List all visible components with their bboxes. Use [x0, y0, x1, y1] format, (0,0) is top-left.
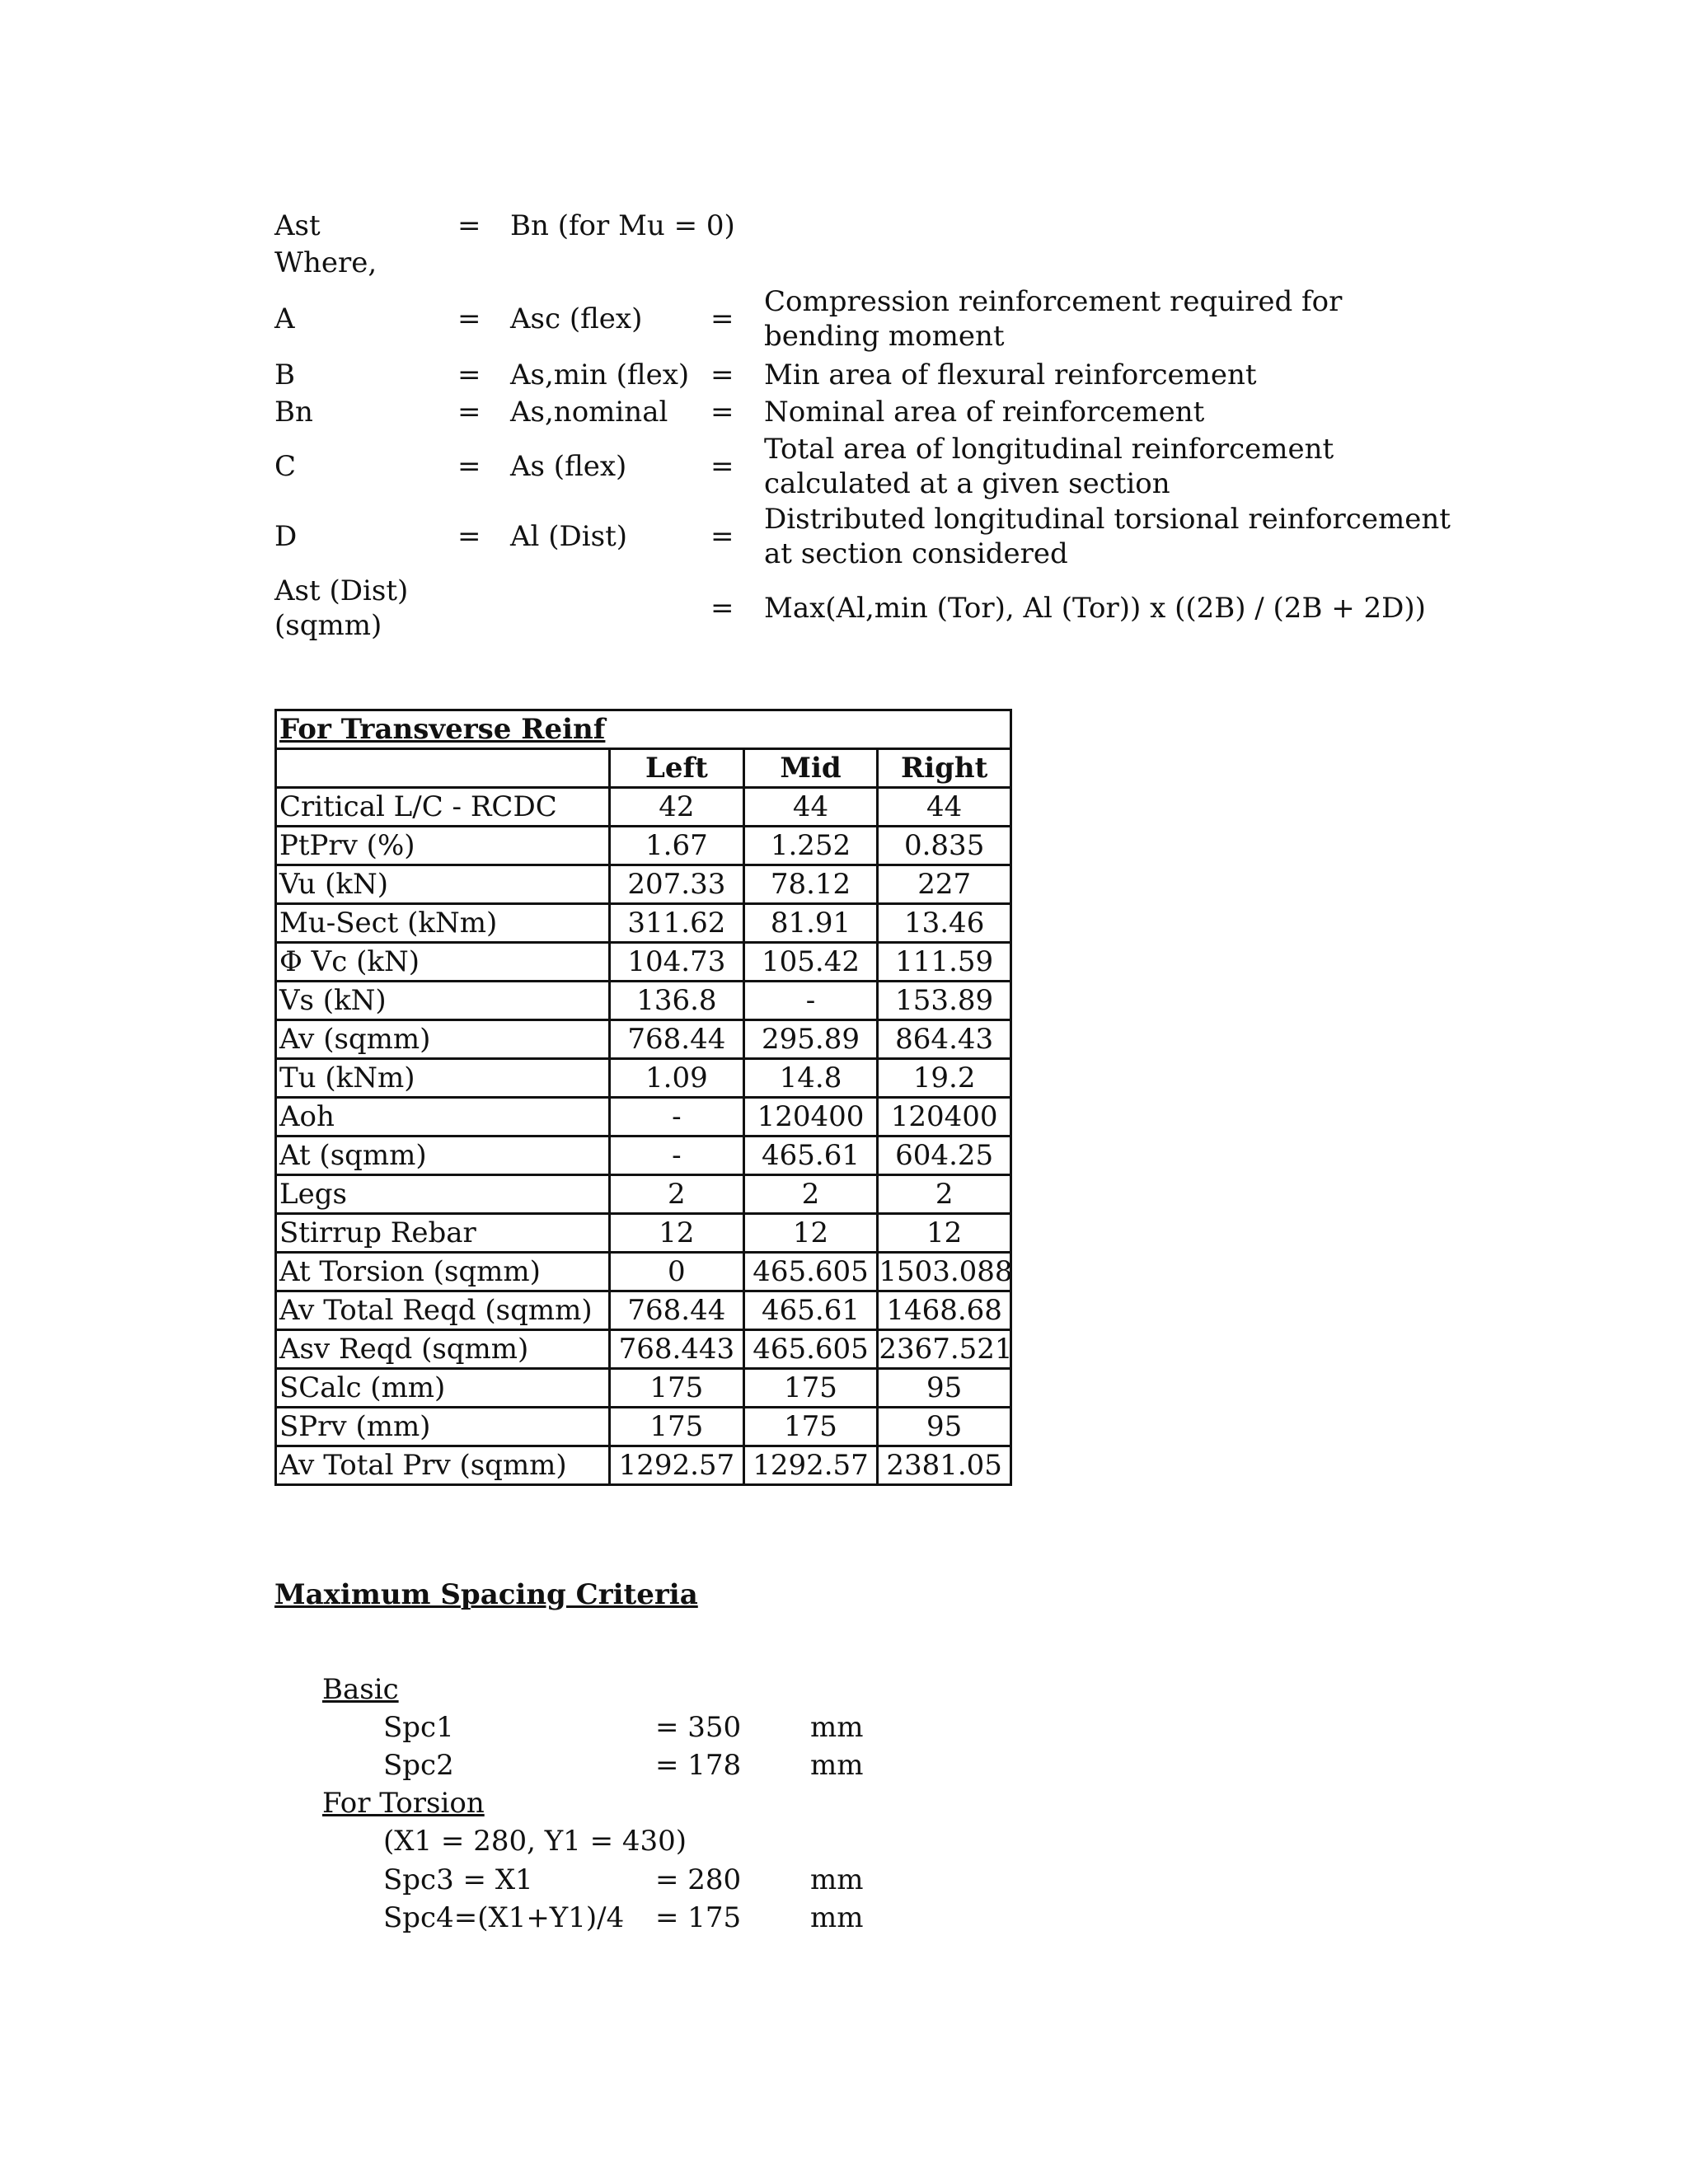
spacing-title: Maximum Spacing Criteria — [274, 1578, 698, 1611]
spacing-value: = 350 — [655, 1711, 742, 1744]
column-header: Mid — [743, 749, 878, 788]
row-label: SCalc (mm) — [276, 1369, 610, 1408]
table-header-row — [276, 749, 1011, 788]
table-cell: 768.44 — [610, 1020, 744, 1059]
row-label: Vu (kN) — [276, 865, 610, 904]
def-symbol: D — [274, 520, 298, 553]
table-cell: 120400 — [743, 1098, 878, 1137]
table-cell: 95 — [878, 1408, 1011, 1446]
def-term: As (flex) — [510, 450, 627, 483]
row-label: Av (sqmm) — [276, 1020, 610, 1059]
column-header: Left — [610, 749, 744, 788]
row-label: Asv Reqd (sqmm) — [276, 1330, 610, 1369]
spacing-unit: mm — [810, 1711, 864, 1744]
row-label: Tu (kNm) — [276, 1059, 610, 1098]
column-header — [276, 749, 610, 788]
row-label: SPrv (mm) — [276, 1408, 610, 1446]
table-cell: 1292.57 — [743, 1446, 878, 1485]
equals-sign: = — [710, 359, 734, 391]
row-label: Legs — [276, 1175, 610, 1214]
equals-sign: = — [457, 359, 481, 391]
table-row — [276, 904, 1011, 943]
def-symbol: B — [274, 359, 295, 391]
table-cell: 2 — [743, 1175, 878, 1214]
table-cell: 768.443 — [610, 1330, 744, 1369]
equals-sign: = — [710, 396, 734, 429]
table-cell: 153.89 — [878, 982, 1011, 1020]
table-row — [276, 1175, 1011, 1214]
table-cell: - — [610, 1098, 744, 1137]
table-cell: 19.2 — [878, 1059, 1011, 1098]
spacing-unit: mm — [810, 1863, 864, 1896]
table-cell: 44 — [878, 788, 1011, 827]
table-cell: 1.252 — [743, 827, 878, 865]
row-label: Av Total Reqd (sqmm) — [276, 1291, 610, 1330]
table-row — [276, 1369, 1011, 1408]
def-description: Compression reinforcement required for — [764, 285, 1343, 318]
row-label: Av Total Prv (sqmm) — [276, 1446, 610, 1485]
def-symbol: C — [274, 450, 297, 483]
table-row — [276, 1214, 1011, 1253]
table-row — [276, 788, 1011, 827]
table-row — [276, 1059, 1011, 1098]
def-description: bending moment — [764, 320, 1005, 353]
spacing-value: = 280 — [655, 1863, 742, 1896]
torsion-title: For Torsion — [322, 1787, 485, 1820]
torsion-note: (X1 = 280, Y1 = 430) — [383, 1825, 687, 1858]
table-row — [276, 1253, 1011, 1291]
table-cell: 0 — [610, 1253, 744, 1291]
equals-sign: = — [457, 209, 481, 242]
table-cell: 175 — [610, 1408, 744, 1446]
spacing-label: Spc2 — [383, 1749, 454, 1782]
row-label: Mu-Sect (kNm) — [276, 904, 610, 943]
where-label: Where, — [274, 246, 377, 279]
def-symbol: Bn — [274, 396, 313, 429]
table-cell: 604.25 — [878, 1137, 1011, 1175]
table-row — [276, 1408, 1011, 1446]
def-description: Min area of flexural reinforcement — [764, 359, 1257, 391]
ast-label: Ast — [274, 209, 321, 242]
table-cell: 95 — [878, 1369, 1011, 1408]
spacing-label: Spc3 = X1 — [383, 1863, 533, 1896]
table-cell: 864.43 — [878, 1020, 1011, 1059]
table-cell: 175 — [743, 1369, 878, 1408]
table-cell: 311.62 — [610, 904, 744, 943]
column-header: Right — [878, 749, 1011, 788]
table-cell: 2 — [878, 1175, 1011, 1214]
spacing-unit: mm — [810, 1749, 864, 1782]
equals-sign: = — [457, 450, 481, 483]
table-row — [276, 1098, 1011, 1137]
table-cell: - — [743, 982, 878, 1020]
table-row — [276, 1137, 1011, 1175]
table-cell: 44 — [743, 788, 878, 827]
def-description: Total area of longitudinal reinforcement — [764, 433, 1334, 466]
table-cell: 768.44 — [610, 1291, 744, 1330]
table-cell: 1.09 — [610, 1059, 744, 1098]
spacing-label: Spc4=(X1+Y1)/4 — [383, 1901, 625, 1934]
equals-sign: = — [457, 396, 481, 429]
row-label: Φ Vc (kN) — [276, 943, 610, 982]
table-cell: 175 — [743, 1408, 878, 1446]
table-title-row — [276, 710, 1011, 749]
row-label: Vs (kN) — [276, 982, 610, 1020]
table-row — [276, 1291, 1011, 1330]
spacing-label: Spc1 — [383, 1711, 454, 1744]
table-row — [276, 865, 1011, 904]
spacing-value: = 178 — [655, 1749, 742, 1782]
table-cell: 295.89 — [743, 1020, 878, 1059]
table-cell: 2367.521 — [878, 1330, 1011, 1369]
table-row — [276, 1020, 1011, 1059]
row-label: Stirrup Rebar — [276, 1214, 610, 1253]
table-title: For Transverse Reinf — [276, 710, 1011, 749]
row-label: Critical L/C - RCDC — [276, 788, 610, 827]
spacing-unit: mm — [810, 1901, 864, 1934]
table-cell: 78.12 — [743, 865, 878, 904]
table-cell: 14.8 — [743, 1059, 878, 1098]
table-cell: 2 — [610, 1175, 744, 1214]
row-label: At (sqmm) — [276, 1137, 610, 1175]
basic-title: Basic — [322, 1673, 399, 1706]
ast-dist-formula: Max(Al,min (Tor), Al (Tor)) x ((2B) / (2B + 2D)) — [764, 592, 1426, 625]
table-row — [276, 982, 1011, 1020]
table-cell: 111.59 — [878, 943, 1011, 982]
table-cell: 1292.57 — [610, 1446, 744, 1485]
equals-sign: = — [710, 302, 734, 335]
table-cell: 1503.088 — [878, 1253, 1011, 1291]
table-cell: 2381.05 — [878, 1446, 1011, 1485]
spacing-value: = 175 — [655, 1901, 742, 1934]
def-symbol: A — [274, 302, 295, 335]
table-cell: 104.73 — [610, 943, 744, 982]
table-cell: 12 — [743, 1214, 878, 1253]
def-term: As,min (flex) — [510, 359, 690, 391]
table-cell: 42 — [610, 788, 744, 827]
def-term: Asc (flex) — [510, 302, 643, 335]
def-description: calculated at a given section — [764, 467, 1170, 500]
table-row — [276, 1330, 1011, 1369]
table-cell: 227 — [878, 865, 1011, 904]
equals-sign: = — [710, 450, 734, 483]
equals-sign: = — [457, 520, 481, 553]
ast-dist-unit: (sqmm) — [274, 609, 382, 642]
table-row — [276, 827, 1011, 865]
table-cell: 465.605 — [743, 1253, 878, 1291]
row-label: Aoh — [276, 1098, 610, 1137]
table-cell: 207.33 — [610, 865, 744, 904]
ast-value: Bn (for Mu = 0) — [510, 209, 735, 242]
table-cell: 1468.68 — [878, 1291, 1011, 1330]
equals-sign: = — [457, 302, 481, 335]
table-cell: 1.67 — [610, 827, 744, 865]
table-cell: 81.91 — [743, 904, 878, 943]
table-cell: 120400 — [878, 1098, 1011, 1137]
row-label: PtPrv (%) — [276, 827, 610, 865]
table-row — [276, 943, 1011, 982]
table-cell: 175 — [610, 1369, 744, 1408]
table-cell: 136.8 — [610, 982, 744, 1020]
transverse-reinf-table — [274, 709, 1012, 1486]
def-description: Distributed longitudinal torsional reinforcement — [764, 503, 1451, 536]
table-cell: 12 — [610, 1214, 744, 1253]
ast-dist-label: Ast (Dist) — [274, 574, 409, 607]
equals-sign: = — [710, 520, 734, 553]
table-row — [276, 1446, 1011, 1485]
equals-sign: = — [710, 592, 734, 625]
table-cell: 12 — [878, 1214, 1011, 1253]
def-term: As,nominal — [510, 396, 668, 429]
def-term: Al (Dist) — [510, 520, 628, 553]
table-cell: 0.835 — [878, 827, 1011, 865]
table-cell: 465.61 — [743, 1137, 878, 1175]
def-description: at section considered — [764, 537, 1068, 570]
table-cell: 13.46 — [878, 904, 1011, 943]
table-cell: - — [610, 1137, 744, 1175]
table-cell: 465.605 — [743, 1330, 878, 1369]
table-cell: 105.42 — [743, 943, 878, 982]
def-description: Nominal area of reinforcement — [764, 396, 1205, 429]
table-cell: 465.61 — [743, 1291, 878, 1330]
row-label: At Torsion (sqmm) — [276, 1253, 610, 1291]
